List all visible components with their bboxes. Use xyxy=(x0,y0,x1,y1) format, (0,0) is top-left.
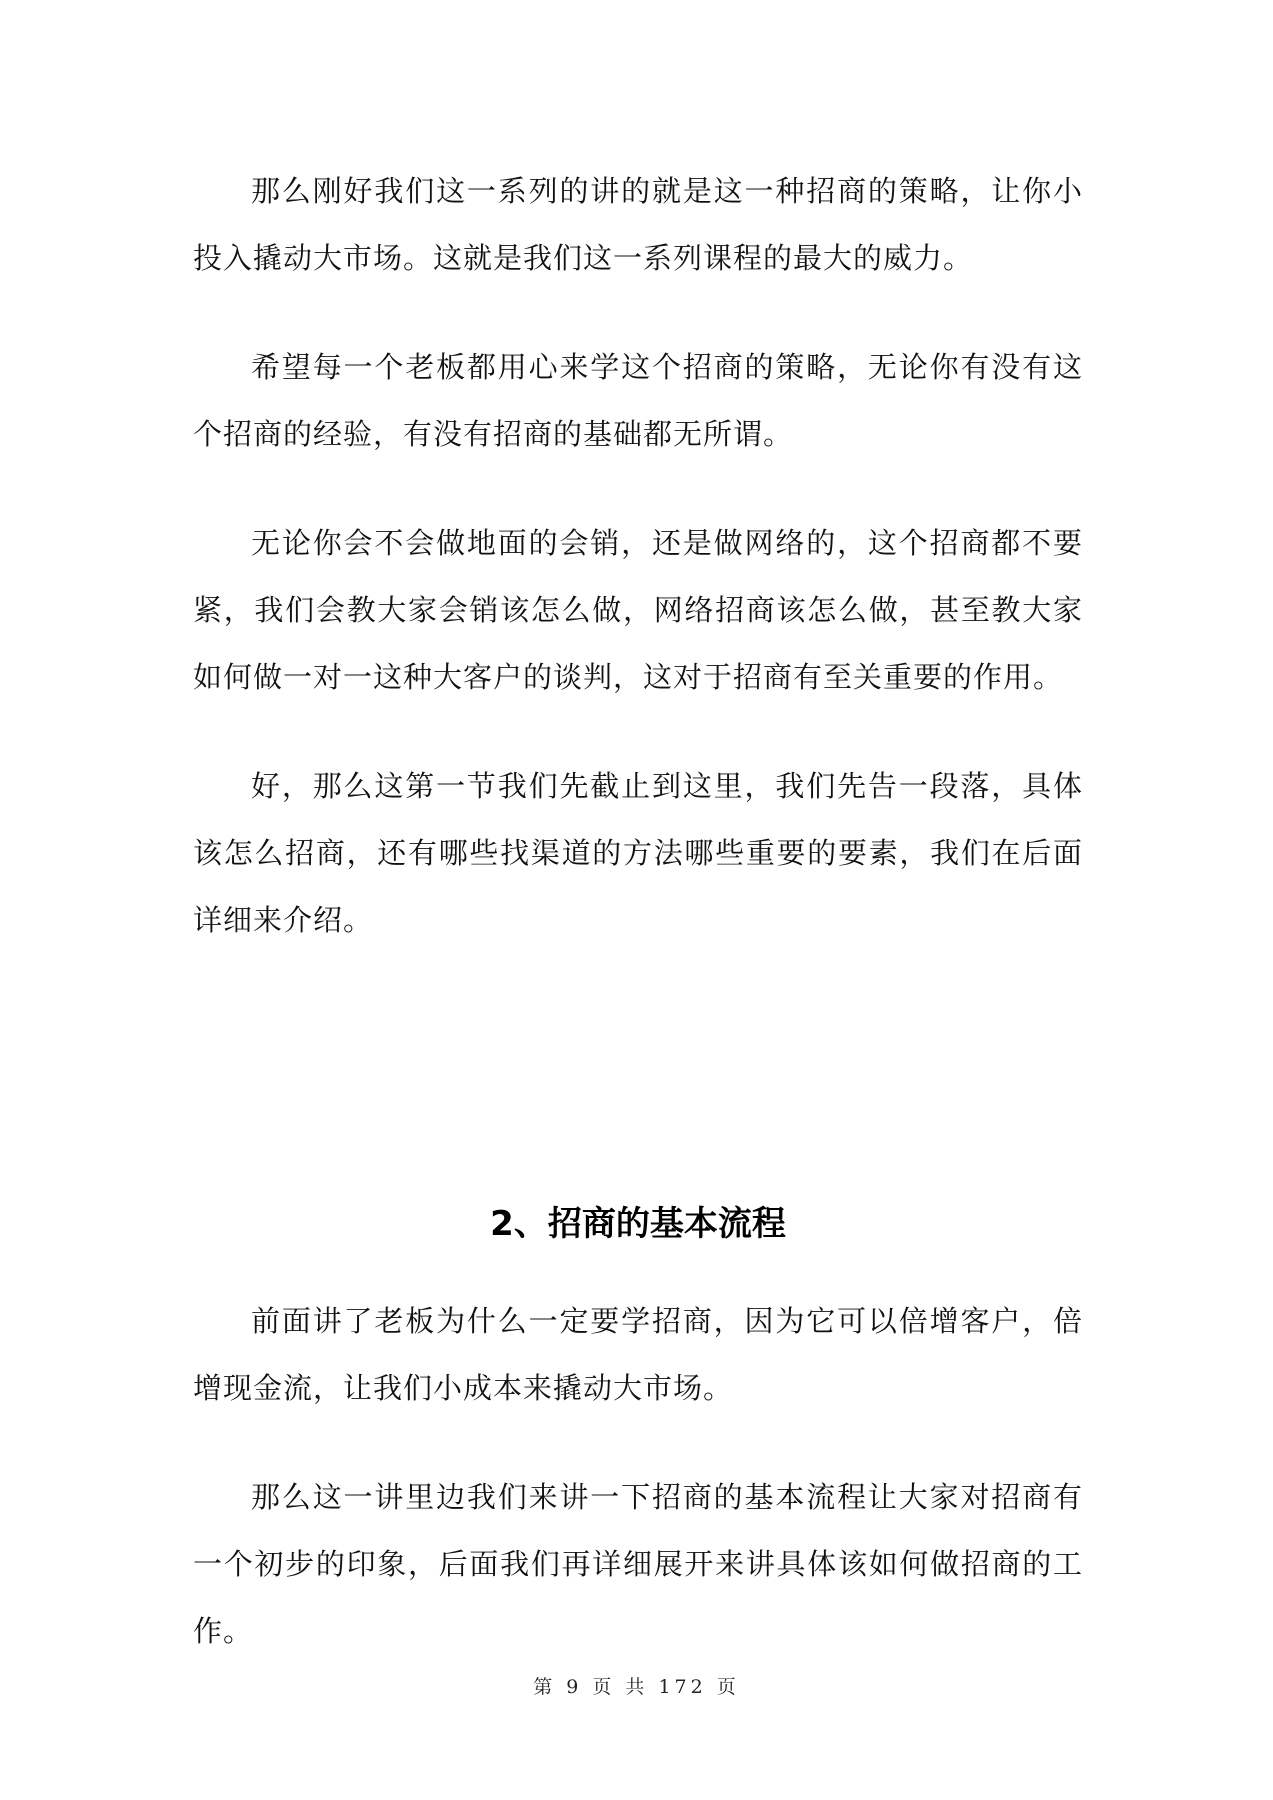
paragraph: 那么刚好我们这一系列的讲的就是这一种招商的策略，让你小投入撬动大市场。这就是我们这一系列课程的最大的威力。 xyxy=(193,174,1083,275)
paragraph: 那么这一讲里边我们来讲一下招商的基本流程让大家对招商有一个初步的印象，后面我们再详细展开来讲具体该如何做招商的工作。 xyxy=(193,1480,1083,1648)
page-number-label: 第 9 页 共 172 页 xyxy=(533,1676,740,1698)
paragraph: 希望每一个老板都用心来学这个招商的策略，无论你有没有这个招商的经验，有没有招商的基础都无所谓。 xyxy=(193,350,1083,451)
paragraph: 前面讲了老板为什么一定要学招商，因为它可以倍增客户，倍增现金流，让我们小成本来撬动大市场。 xyxy=(193,1304,1083,1405)
paragraph: 无论你会不会做地面的会销，还是做网络的，这个招商都不要紧，我们会教大家会销该怎么做，网络招商该怎么做，甚至教大家如何做一对一这种大客户的谈判，这对于招商有至关重要的作用。 xyxy=(193,526,1083,694)
page-footer xyxy=(0,1672,1273,1699)
paragraph: 好，那么这第一节我们先截止到这里，我们先告一段落，具体该怎么招商，还有哪些找渠道的方法哪些重要的要素，我们在后面详细来介绍。 xyxy=(193,769,1083,937)
section-heading: 2、招商的基本流程 xyxy=(490,1204,786,1244)
section-spacer xyxy=(193,996,1083,1194)
page-body xyxy=(193,158,1083,1707)
